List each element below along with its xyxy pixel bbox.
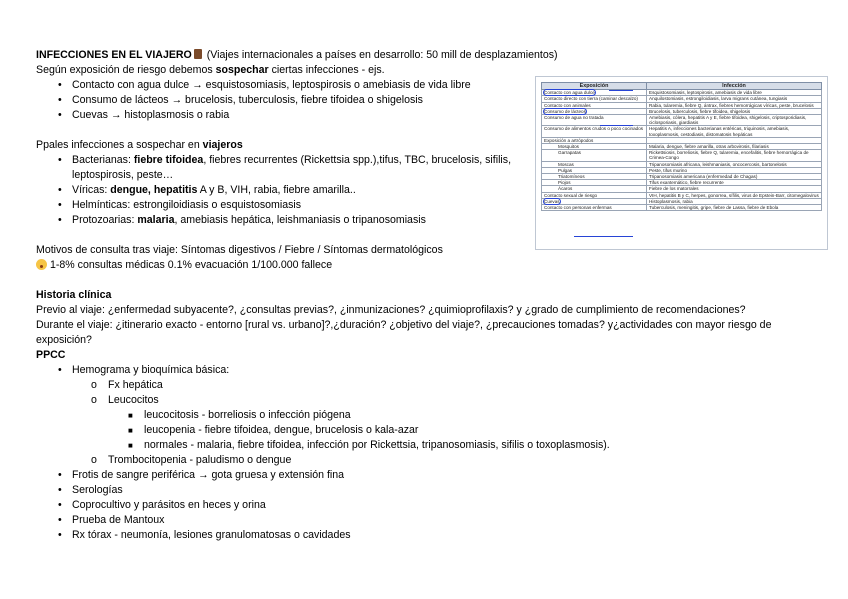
- square-bullet-icon: ■: [128, 411, 133, 420]
- document-title: INFECCIONES EN EL VIAJERO: [36, 49, 192, 61]
- luggage-icon: [194, 49, 202, 59]
- table-cell-text: Rabia, tularemia, fiebre Q, ántrax, fiebres hemorrágicas víricas, peste, brucelosis: [649, 102, 814, 108]
- table-cell-text: Consumo de lácteos: [544, 108, 586, 114]
- item-rest: , amebiasis hepática, leishmaniasis o tripanosomiasis: [174, 214, 426, 226]
- table-cell: [647, 126, 822, 137]
- shocked-face-icon: [36, 259, 47, 270]
- exposure-intro-post: ciertas infecciones - ejs.: [268, 64, 385, 76]
- table-cell: [647, 192, 822, 198]
- ppcc-heading: [36, 348, 826, 363]
- table-cell-text: Tuberculosis, meningitis, gripe, fiebre de Lassa, fiebre de Ebola: [649, 205, 779, 211]
- circle-bullet-icon: o: [91, 394, 97, 406]
- list-item-text: Serologías: [72, 484, 123, 496]
- table-cell-text: Hepatitis A, infecciones bacterianas entéricas, triquinosis, amebiasis, toxoplasmosis, cestodiasis, distomatosis hepáticas: [649, 126, 790, 137]
- table-cell: [647, 115, 822, 126]
- document-subtitle: (Viajes internacionales a países en desarrollo: 50 mill de desplazamientos): [206, 49, 558, 61]
- ppcc-title: PPCC: [36, 349, 66, 361]
- list-item-text: leucopenia - fiebre tifoidea, dengue, brucelosis o kala-azar: [144, 424, 419, 436]
- motivos-line: Motivos de consulta tras viaje: Síntomas digestivos / Fiebre / Síntomas dermatológicos: [36, 244, 443, 256]
- table-row: [542, 205, 822, 211]
- table-cell-text: Esquistosomiasis, leptospirosis, amebiasis de vida libre: [649, 90, 762, 96]
- item-rest: , fiebres recurrentes (Rickettsia spp.),tifus, TBC, brucelosis, sifilis, leptospirosis, peste…: [72, 154, 512, 181]
- bullet-icon: •: [58, 214, 62, 226]
- table-row: [542, 96, 822, 102]
- table-cell-text: Contacto sexual de riesgo: [544, 192, 598, 198]
- highlight-arrow: [574, 236, 633, 237]
- table-cell-text: Moscas: [558, 161, 574, 167]
- highlight-arrow: [609, 90, 633, 91]
- stats-line: [36, 258, 826, 273]
- item-label: Protozoarias:: [72, 214, 138, 226]
- table-cell-text: Peste, tifus murino: [649, 167, 688, 173]
- table-cell-text: Ácaros: [558, 186, 573, 192]
- table-cell: [647, 150, 822, 161]
- item-label: Bacterianas:: [72, 154, 134, 166]
- table-cell-text: Tripanosomiasis americana (enfermedad de Chagas): [649, 174, 758, 180]
- list-item-text: Trombocitopenia - paludismo o dengue: [108, 454, 292, 466]
- item-rest: A y B, VIH, rabia, fiebre amarilla..: [197, 184, 356, 196]
- historia-durante: Durante el viaje: ¿itinerario exacto - entorno [rural vs. urbano]?,¿duración? ¿objetivo del viaje?, ¿precauciones tomadas? y¿actividades con mayor riesgo de exposición?: [36, 319, 772, 346]
- list-item-text: Consumo de lácteos → brucelosis, tuberculosis, fiebre tifoidea o shigelosis: [72, 94, 423, 106]
- table-cell-text: Piojos: [558, 180, 571, 186]
- table-cell-text: Contacto con animales: [544, 102, 591, 108]
- historia-title: Historia clínica: [36, 289, 112, 301]
- bullet-icon: •: [58, 514, 62, 526]
- table-cell: [647, 102, 822, 108]
- table-cell-text: Anquilostomiasis, estrongiloidiasis, larva migrans cutánea, tungiasis: [649, 96, 788, 102]
- exposure-intro-bold: sospechar: [215, 64, 269, 76]
- item-label: Helmínticas:: [72, 199, 134, 211]
- list-item-text: Hemograma y bioquímica básica:: [72, 364, 230, 376]
- list-item-text: leucocitosis - borreliosis o infección piógena: [144, 409, 351, 421]
- bullet-icon: •: [58, 469, 62, 481]
- list-item: [36, 153, 552, 183]
- table-row: [542, 115, 822, 126]
- bullet-icon: •: [58, 184, 62, 196]
- bullet-icon: •: [58, 364, 62, 376]
- list-item-text: Prueba de Mantoux: [72, 514, 165, 526]
- exposure-table: [541, 82, 822, 211]
- list-item: [36, 528, 826, 543]
- list-item: [36, 408, 826, 423]
- table-cell: [542, 126, 647, 137]
- table-cell: [542, 96, 647, 102]
- list-item-text: Rx tórax - neumonía, lesiones granulomatosas o cavidades: [72, 529, 351, 541]
- table-cell-text: Cuevas: [544, 198, 560, 204]
- ppales-pre: Ppales infecciones a sospechar en: [36, 139, 203, 151]
- table-cell-text: Contacto con agua dulce: [544, 90, 595, 96]
- list-item-text: Leucocitos: [108, 394, 159, 406]
- table-cell-text: Pulgas: [558, 167, 573, 173]
- table-cell-text: Histoplasmosis, rabia: [649, 198, 693, 204]
- item-bold: dengue, hepatitis: [110, 184, 198, 196]
- table-cell-text: Rickettsiosis, borreliosis, fiebre Q, tularemia, encefalitis, fiebre hemorrágica de Crimea-Congo: [649, 150, 809, 161]
- exposure-table-figure: [535, 76, 828, 250]
- circle-bullet-icon: o: [91, 379, 97, 391]
- table-body: [542, 90, 822, 211]
- list-item: [36, 393, 826, 408]
- table-cell-text: Consumo de alimentos crudos o poco cocinados: [544, 126, 644, 132]
- bullet-icon: •: [58, 484, 62, 496]
- table-cell: [542, 205, 647, 211]
- table-header-cell: Infección: [647, 83, 822, 90]
- table-cell: [647, 205, 822, 211]
- list-item: [36, 498, 826, 513]
- table-cell-text: Consumo de agua no tratada: [544, 115, 604, 121]
- table-cell-text: Tripanosomiasis africana, leishmaniasis, oncocercosis, bartonelosis: [649, 161, 787, 167]
- item-bold: fiebre tifoidea: [133, 154, 204, 166]
- list-item: [36, 363, 826, 378]
- table-row: [542, 150, 822, 161]
- title-line: [36, 48, 826, 63]
- bullet-icon: •: [58, 529, 62, 541]
- list-item: [36, 453, 826, 468]
- bullet-icon: •: [58, 109, 62, 121]
- historia-heading: [36, 288, 826, 303]
- table-cell-text: Tifus exantemático, fiebre recurrente: [649, 180, 724, 186]
- table-row: [542, 102, 822, 108]
- square-bullet-icon: ■: [128, 426, 133, 435]
- table-header-row: [542, 83, 822, 90]
- table-cell-text: Triatomíneos: [558, 174, 585, 180]
- table-row: [542, 192, 822, 198]
- item-bold: malaria: [137, 214, 175, 226]
- list-item-text: Cuevas → histoplasmosis o rabia: [72, 109, 230, 121]
- ppales-bold: viajeros: [202, 139, 243, 151]
- table-cell-text: Exposición a artrópodos: [544, 137, 594, 143]
- list-item: [36, 483, 826, 498]
- table-row: [542, 126, 822, 137]
- bullet-icon: •: [58, 499, 62, 511]
- stats-text: 1-8% consultas médicas 0.1% evacuación 1/100.000 fallece: [50, 259, 333, 271]
- list-item: [36, 438, 826, 453]
- list-item-text: Frotis de sangre periférica → gota gruesa y extensión fina: [72, 469, 345, 481]
- table-header-cell: Exposición: [542, 83, 647, 90]
- exposure-intro-pre: Según exposición de riesgo debemos: [36, 64, 216, 76]
- historia-previo: Previo al viaje: ¿enfermedad subyacente?, ¿consultas previas?, ¿inmunizaciones? ¿quimioprofilaxis? y ¿grado de cumplimiento de recomendaciones?: [36, 304, 746, 316]
- table-cell-text: Amebiasis, cólera, hepatitis A y E, fiebre tifoidea, shigelosis, criptosporidiasis, ciclosporiasis, giardiasis: [649, 115, 807, 126]
- table-cell-text: VIH, hepatitis B y C, herpes, gonorrea, sífilis, virus de Epstein-Barr, citomegalovirus: [649, 192, 819, 198]
- list-item: [36, 423, 826, 438]
- item-rest: estrongiloidiasis o esquistosomiasis: [133, 199, 302, 211]
- table-cell-text: Contacto con personas enfermas: [544, 205, 612, 211]
- ppcc-list: [36, 363, 826, 543]
- table-cell-text: Garrapatas: [558, 150, 581, 156]
- list-item-text: normales - malaria, fiebre tifoidea, infección por Rickettsia, tripanosomiasis, sifilis o toxoplasmosis).: [144, 439, 610, 451]
- bullet-icon: •: [58, 199, 62, 211]
- circle-bullet-icon: o: [91, 454, 97, 466]
- list-item-text: Coprocultivo y parásitos en heces y orina: [72, 499, 266, 511]
- bullet-icon: •: [58, 94, 62, 106]
- table-cell: [542, 150, 647, 161]
- square-bullet-icon: ■: [128, 441, 133, 450]
- list-item: [36, 468, 826, 483]
- table-cell-text: Brucelosis, tuberculosis, fiebre tifoidea, shigelosis: [649, 108, 751, 114]
- list-item-text: Contacto con agua dulce → esquistosomiasis, leptospirosis o amebiasis de vida libre: [72, 79, 471, 91]
- table-cell-text: Fiebre de los matorrales: [649, 186, 699, 192]
- highlight-arrow: [600, 125, 633, 126]
- list-item-text: Fx hepática: [108, 379, 163, 391]
- list-item: [36, 378, 826, 393]
- bullet-icon: •: [58, 154, 62, 166]
- table-cell-text: Malaria, dengue, fiebre amarilla, otras arbovirosis, filariasis: [649, 144, 769, 150]
- list-item: [36, 513, 826, 528]
- table-cell-text: Contacto directo con tierra (caminar descalzo): [544, 96, 638, 102]
- table-cell-text: Mosquitos: [558, 144, 579, 150]
- item-label: Víricas:: [72, 184, 111, 196]
- bullet-icon: •: [58, 79, 62, 91]
